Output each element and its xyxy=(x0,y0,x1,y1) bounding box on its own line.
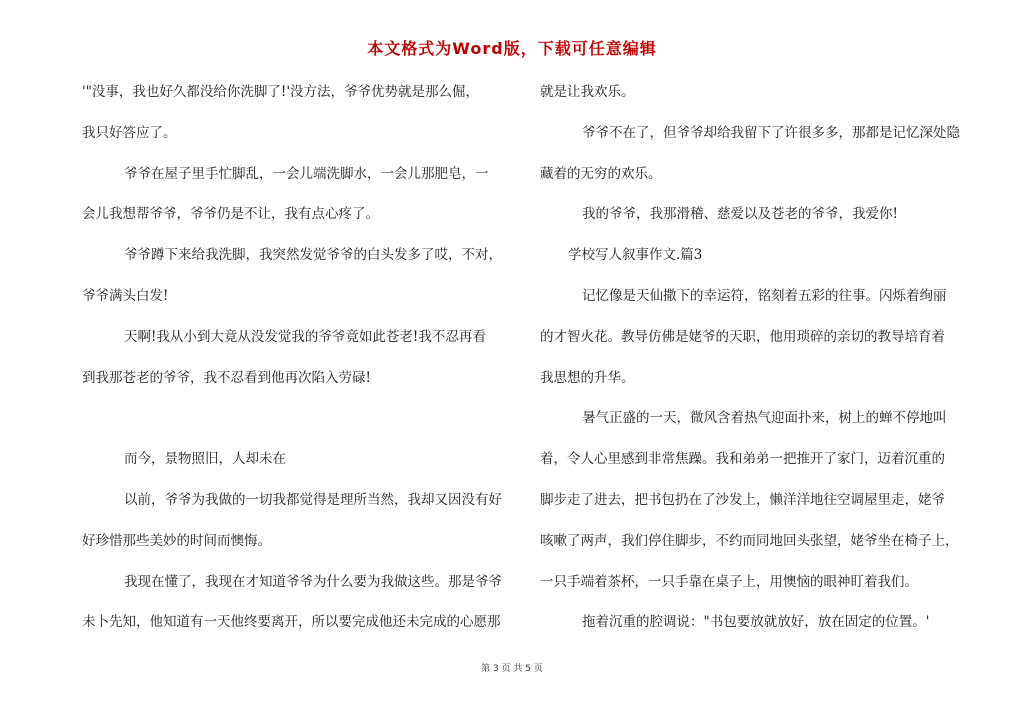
text-line: 我现在懂了，我现在才知道爷爷为什么要为我做这些。那是爷爷 xyxy=(124,573,502,590)
text-line: 咳嗽了两声，我们停住脚步，不约而同地回头张望，姥爷坐在椅子上， xyxy=(540,532,959,549)
text-line: 到我那苍老的爷爷，我不忍看到他再次陷入劳碌! xyxy=(82,369,371,386)
text-line: 好珍惜那些美妙的时间而懊悔。 xyxy=(82,532,271,549)
text-line: 会儿我想帮爷爷，爷爷仍是不让，我有点心疼了。 xyxy=(82,206,379,223)
page-banner: 本文格式为Word版，下载可任意编辑 xyxy=(367,39,657,58)
text-line: 爷爷不在了，但爷爷却给我留下了许很多多，那都是记忆深处隐 xyxy=(582,124,960,141)
text-line: 而今，景物照旧，人却未在 xyxy=(124,451,286,468)
text-line: 爷爷满头白发! xyxy=(82,287,169,304)
text-line: 我只好答应了。 xyxy=(82,124,177,141)
page-number-footer: 第 3 页 共 5 页 xyxy=(481,664,543,674)
text-line: 天啊!我从小到大竟从没发觉我的爷爷竟如此苍老!我不忍再看 xyxy=(124,328,486,345)
left-column xyxy=(82,72,512,643)
text-line: 藏着的无穷的欢乐。 xyxy=(540,165,662,182)
text-line: 脚步走了进去，把书包扔在了沙发上，懒洋洋地往空调屋里走，姥爷 xyxy=(540,491,945,508)
text-line: '"没事，我也好久都没给你洗脚了!'没方法，爷爷优势就是那么倔， xyxy=(82,84,480,100)
text-line: 暑气正盛的一天，微风含着热气迎面扑来，树上的蝉不停地叫 xyxy=(582,410,947,427)
text-line: 拖着沉重的腔调说："书包要放就放好，放在固定的位置。' xyxy=(582,614,930,631)
text-line: 爷爷蹲下来给我洗脚，我突然发觉爷爷的白头发多了哎，不对， xyxy=(124,247,502,264)
text-line: 我思想的升华。 xyxy=(540,369,635,386)
right-column xyxy=(540,72,970,643)
text-line: 我的爷爷，我那滑稽、慈爱以及苍老的爷爷，我爱你! xyxy=(582,206,898,223)
text-line: 以前，爷爷为我做的一切我都觉得是理所当然，我却又因没有好 xyxy=(124,491,502,508)
blank-line xyxy=(82,398,512,439)
section-heading: 学校写人叙事作文.篇3 xyxy=(568,247,703,264)
text-line: 记忆像是天仙撒下的幸运符，铭刻着五彩的往事。闪烁着绚丽 xyxy=(582,287,947,304)
text-line: 一只手端着茶杯，一只手靠在桌子上，用懊恼的眼神盯着我们。 xyxy=(540,573,918,590)
text-line: 着，令人心里感到非常焦躁。我和弟弟一把推开了家门，迈着沉重的 xyxy=(540,451,945,468)
text-line: 未卜先知，他知道有一天他终要离开，所以要完成他还未完成的心愿那 xyxy=(82,614,501,631)
text-line: 就是让我欢乐。 xyxy=(540,84,635,100)
text-line: 的才智火花。教导仿佛是姥爷的天职，他用琐碎的亲切的教导培育着 xyxy=(540,328,945,345)
text-line: 爷爷在屋子里手忙脚乱，一会儿端洗脚水，一会儿那肥皂，一 xyxy=(124,165,489,182)
